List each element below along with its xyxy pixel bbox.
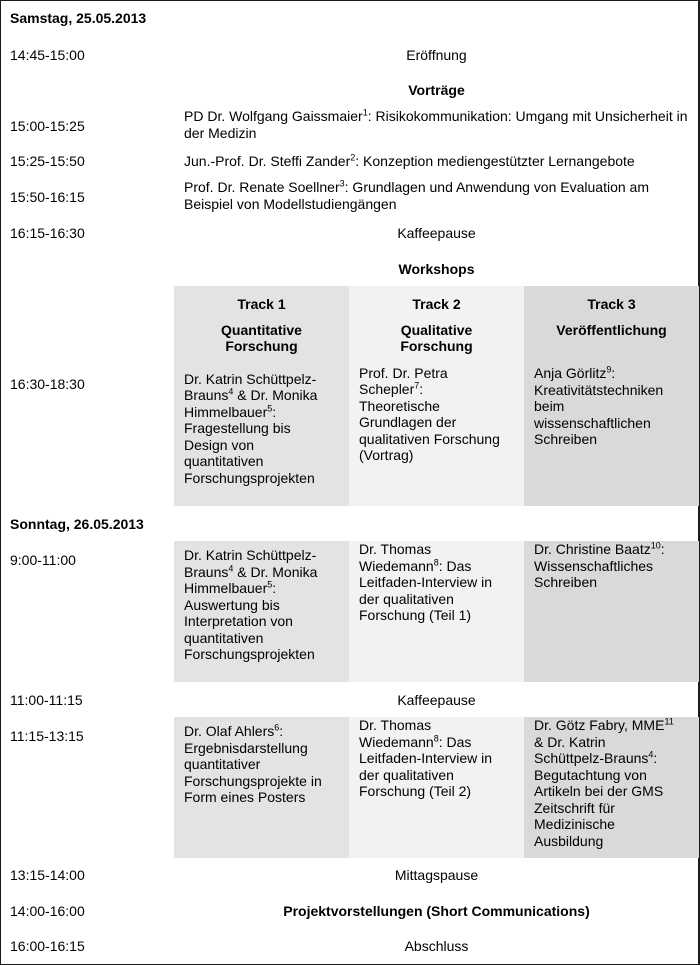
lunch-label: Mittagspause [394, 867, 479, 883]
track1-cell [174, 286, 349, 506]
speaker: & Dr. Katrin Schüttpelz-Brauns [534, 733, 649, 766]
track1-cell [174, 541, 349, 682]
footnote-ref: 6 [274, 722, 280, 733]
workshop-title: : Das Leitfaden-Interview in der qualitativen Forschung (Teil 2) [359, 733, 493, 799]
workshop-title: : Kreativitätstechniken beim wissenschaftlichen Schreiben [534, 365, 664, 447]
footnote-ref: 5 [267, 402, 273, 413]
workshop-title: : Fragestellung bis Design von quantitativen Forschungsprojekten [184, 403, 315, 486]
opening-time: 14:45-15:00 [10, 47, 85, 63]
track1-cell [174, 717, 349, 858]
talk-item [184, 153, 694, 170]
lunch-time: 13:15-14:00 [10, 867, 85, 883]
talk-time: 15:25-15:50 [10, 153, 85, 169]
break-label: Kaffeepause [397, 692, 476, 708]
closing-label: Abschluss [404, 938, 469, 954]
workshop-title: : Auswertung bis Interpretation von quantitativen Forschungsprojekten [184, 580, 315, 662]
workshop-entry [534, 541, 689, 591]
speaker: Dr. Katrin Schüttpelz- Brauns [184, 547, 317, 580]
talk-time: 15:50-16:15 [10, 189, 85, 205]
footnote-ref: 2 [350, 152, 356, 163]
workshop-entry [184, 547, 339, 663]
session2-time: 9:00-11:00 [10, 552, 76, 568]
talk-title: : Risikokommunikation: Umgang mit Unsicherheit in der Medizin [184, 108, 688, 141]
footnote-ref: 8 [433, 556, 439, 567]
speaker: & Dr. Monika Himmelbauer [184, 387, 318, 420]
workshop-entry [184, 371, 339, 487]
speaker: Dr. Götz Fabry, MME [534, 717, 665, 733]
workshop-title: : Begutachtung von Artikeln bei der GMS Zeitschrift für Medizinische Ausbildung [534, 750, 664, 849]
session3-time: 11:15-13:15 [10, 728, 84, 744]
talk-item [184, 108, 694, 142]
speaker: & Dr. Monika Himmelbauer [184, 563, 318, 596]
workshops-heading: Workshops [398, 261, 475, 277]
workshop-entry [359, 717, 514, 800]
track2-cell [349, 541, 524, 682]
footnote-ref: 8 [433, 732, 439, 743]
talk-title: : Konzeption mediengestützter Lernangebote [355, 153, 635, 169]
footnote-ref: 1 [362, 107, 368, 118]
track3-cell [524, 717, 699, 858]
workshop-entry [184, 723, 339, 806]
workshop-entry [534, 717, 689, 849]
talk-title: : Grundlagen und Anwendung von Evaluation am Beispiel von Modellstudiengängen [184, 179, 649, 212]
track2-cell [349, 286, 524, 506]
track3-cell [524, 541, 699, 682]
workshop-time: 16:30-18:30 [10, 376, 85, 392]
footnote-ref: 4 [228, 386, 234, 397]
footnote-ref: 7 [414, 380, 420, 391]
speaker: Dr. Christine Baatz [534, 541, 651, 557]
track-name: Track 1 [237, 296, 286, 312]
workshop-entry [359, 541, 514, 624]
track-name: Track 2 [412, 296, 461, 312]
talks-heading: Vorträge [408, 82, 465, 98]
track3-cell [524, 286, 699, 506]
speaker: Dr. Katrin Schüttpelz- Brauns [184, 370, 317, 403]
talk-speaker: Jun.-Prof. Dr. Steffi Zander [184, 153, 351, 169]
track-topic: Veröffentlichung [556, 321, 667, 338]
workshop-title: : Wissenschaftliches Schreiben [534, 541, 665, 590]
short-time: 14:00-16:00 [10, 903, 85, 919]
workshop-title: : Das Leitfaden-Interview in der qualitativen Forschung (Teil 1) [359, 557, 493, 623]
talk-speaker: Prof. Dr. Renate Soellner [184, 179, 340, 195]
talk-item [184, 179, 694, 213]
speaker: Dr. Thomas Wiedemann [359, 541, 434, 574]
footnote-ref: 4 [228, 562, 234, 573]
break-time: 11:00-11:15 [10, 692, 83, 708]
track-name: Track 3 [587, 296, 636, 312]
footnote-ref: 10 [650, 540, 661, 551]
break-label: Kaffeepause [397, 225, 476, 241]
speaker: Dr. Olaf Ahlers [184, 723, 275, 739]
footnote-ref: 9 [606, 364, 612, 375]
footnote-ref: 3 [339, 178, 345, 189]
footnote-ref: 5 [267, 579, 273, 590]
track2-cell [349, 717, 524, 858]
workshop-entry [359, 365, 514, 464]
track-topic: Qualitative Forschung [400, 321, 473, 354]
workshop-title: : Ergebnisdarstellung quantitativer Forschungsprojekte in Form eines Posters [184, 723, 322, 805]
speaker: Dr. Thomas Wiedemann [359, 717, 434, 750]
talk-time: 15:00-15:25 [10, 118, 85, 134]
workshop-title: : Theoretische Grundlagen der qualitativen Forschung (Vortrag) [359, 381, 500, 463]
track-topic: Quantitative Forschung [221, 321, 302, 354]
talk-speaker: PD Dr. Wolfgang Gaissmaier [184, 108, 363, 124]
day2-title: Sonntag, 26.05.2013 [10, 516, 144, 532]
day1-title: Samstag, 25.05.2013 [10, 10, 147, 26]
opening-label: Eröffnung [406, 47, 467, 63]
short-label: Projektvorstellungen (Short Communications) [283, 903, 590, 919]
workshop-entry [534, 365, 689, 448]
speaker: Prof. Dr. Petra Schepler [359, 364, 448, 397]
speaker: Anja Görlitz [534, 365, 607, 381]
footnote-ref: 11 [664, 716, 674, 727]
footnote-ref: 4 [648, 749, 654, 760]
break-time: 16:15-16:30 [10, 225, 85, 241]
closing-time: 16:00-16:15 [10, 938, 85, 954]
